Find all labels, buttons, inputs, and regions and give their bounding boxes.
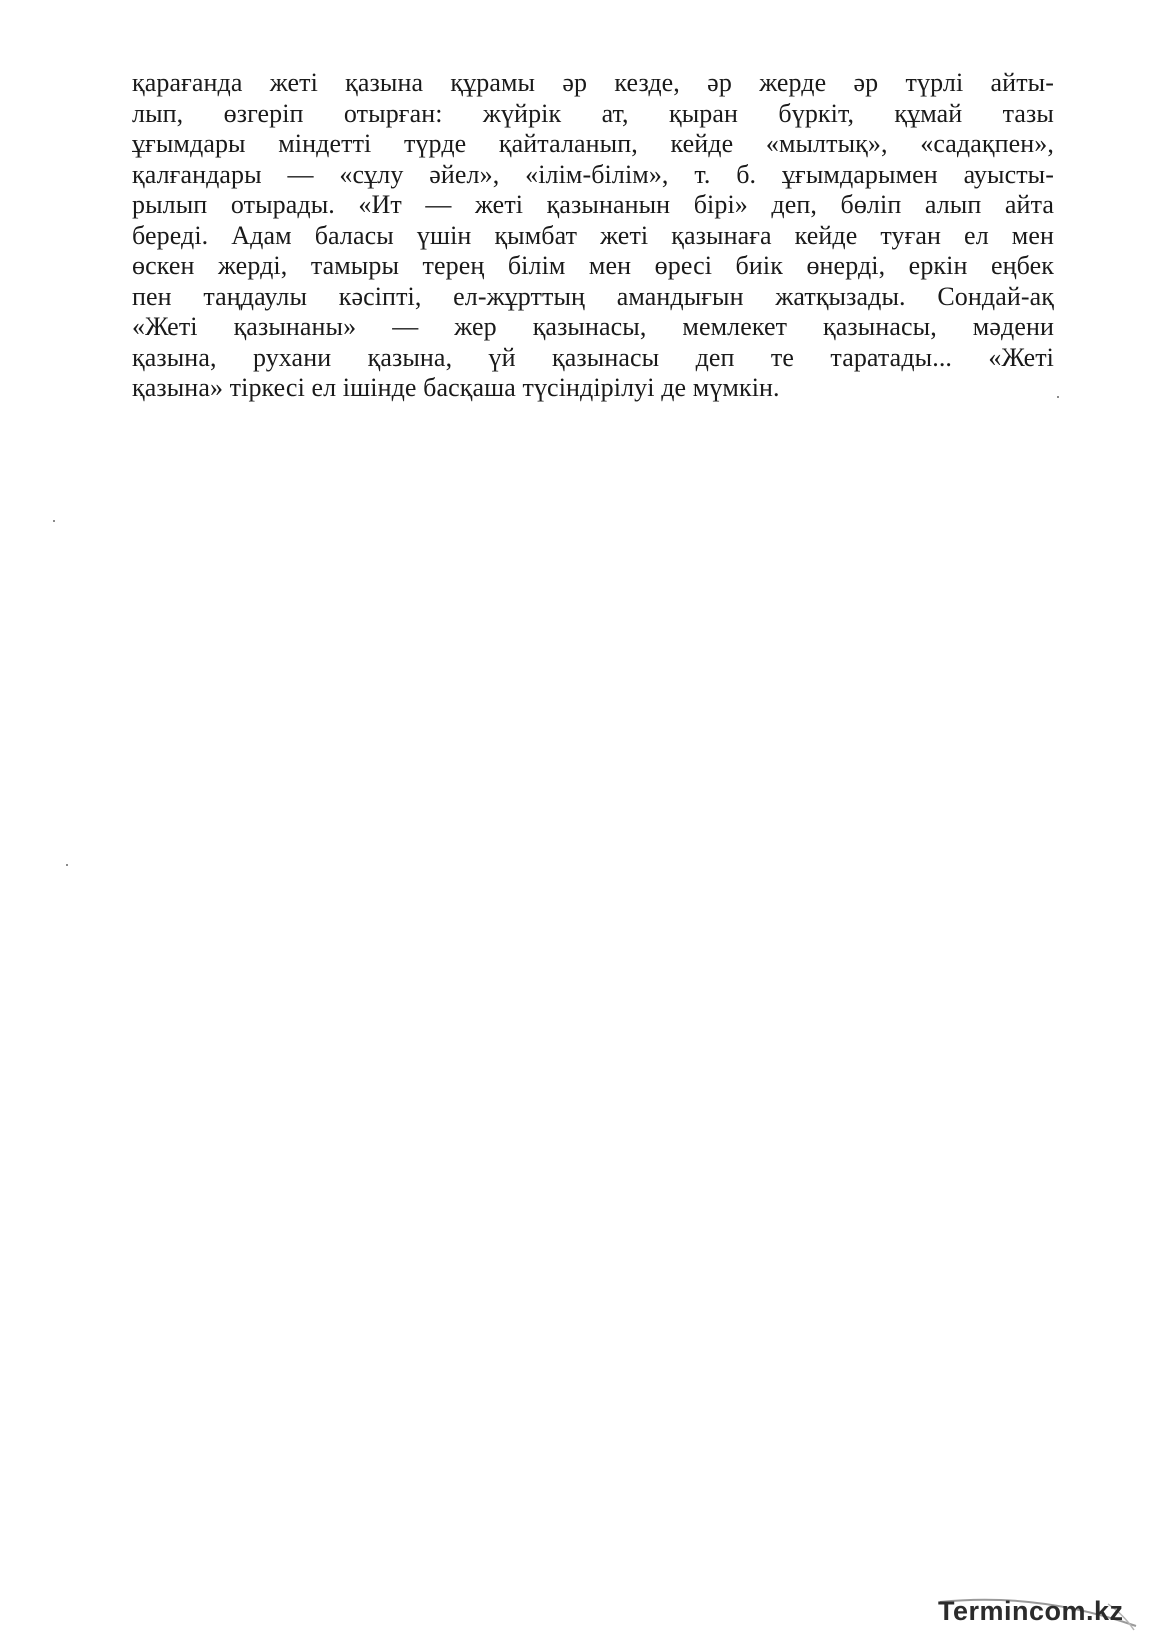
text-line: рылып отырады. «Ит — жеті қазынанын бірі» деп, бөліп алып айта xyxy=(132,190,1054,219)
scan-speck xyxy=(66,864,68,866)
text-line: қарағанда жеті қазына құрамы әр кезде, әр жерде әр түрлі айты- xyxy=(132,68,1054,97)
body-text xyxy=(132,68,1054,404)
text-line: өскен жерді, тамыры терең білім мен өресі биік өнерді, еркін еңбек xyxy=(132,251,1054,280)
scan-speck xyxy=(53,520,55,522)
text-line: береді. Адам баласы үшін қымбат жеті қазынаға кейде туған ел мен xyxy=(132,220,1054,250)
text-line: қалғандары — «сұлу әйел», «ілім-білім», т. б. ұғымдарымен ауысты- xyxy=(132,159,1054,189)
text-line: «Жеті қазынаны» — жер қазынасы, мемлекет қазынасы, мәдени xyxy=(132,312,1054,341)
text-line: пен таңдаулы кәсіпті, ел-жұрттың амандығын жатқызады. Сондай-ақ xyxy=(132,281,1054,311)
text-line: қазына» тіркесі ел ішінде басқаша түсіндірілуі де мүмкін. xyxy=(132,373,780,402)
text-line: лып, өзгеріп отырған: жүйрік ат, қыран бүркіт, құмай тазы xyxy=(132,98,1054,128)
text-line: қазына, рухани қазына, үй қазынасы деп те таратады... «Жеті xyxy=(132,342,1054,372)
watermark-text: Termincom.kz xyxy=(938,1596,1124,1626)
text-line: ұғымдары міндетті түрде қайталанып, кейде «мылтық», «садақпен», xyxy=(132,129,1054,158)
scan-speck xyxy=(1057,396,1059,398)
watermark-logo xyxy=(938,1596,1138,1630)
